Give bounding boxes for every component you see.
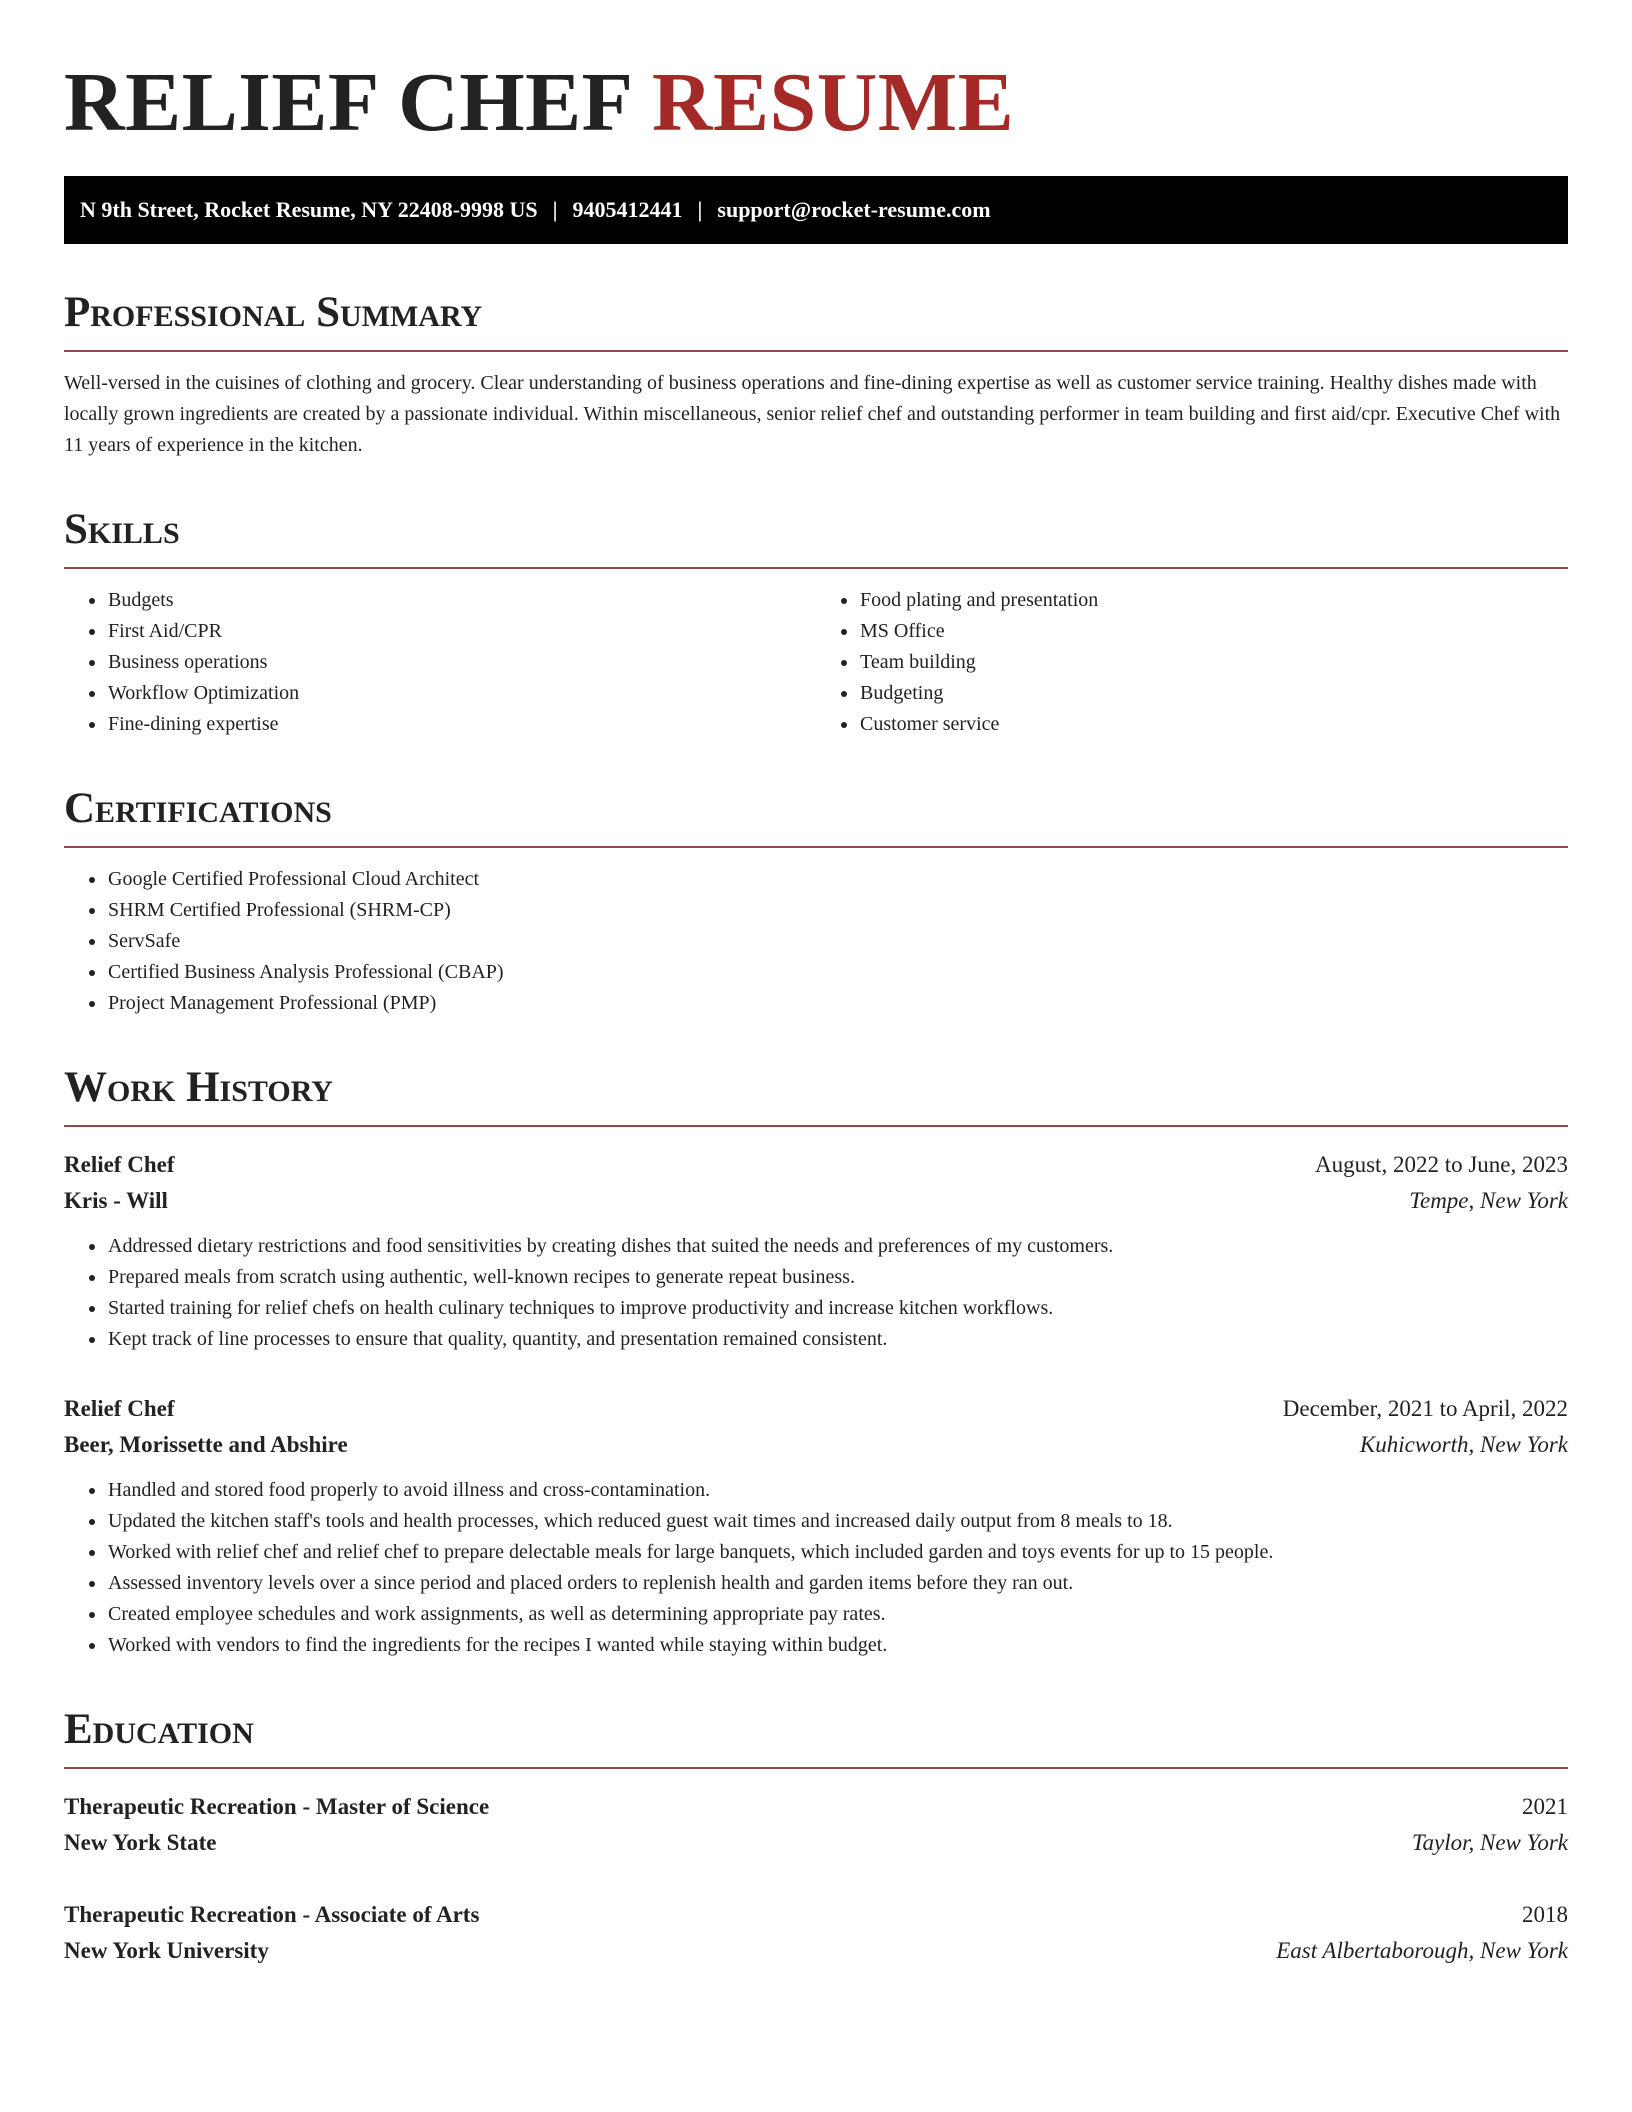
job-company: Beer, Morissette and Abshire	[64, 1432, 348, 1457]
job-duty: • Prepared meals from scratch using authentic, well-known recipes to generate repeat business.	[107, 1262, 1568, 1293]
work-history-heading: Work History	[64, 1064, 333, 1111]
job-header-row	[64, 1391, 1568, 1427]
education-school: New York University	[64, 1938, 269, 1963]
section-divider	[64, 350, 1568, 352]
skills-section	[64, 505, 1568, 740]
job-header-row	[64, 1147, 1568, 1183]
education-year: 2018	[1522, 1902, 1568, 1927]
certifications-list	[64, 864, 1568, 1019]
resume-title	[64, 50, 1568, 156]
contact-address: N 9th Street, Rocket Resume, NY 22408-9998 US	[80, 197, 538, 222]
job-duty: • Created employee schedules and work assignments, as well as determining appropriate pay rates.	[107, 1599, 1568, 1630]
job-dates: August, 2022 to June, 2023	[1315, 1152, 1568, 1177]
skill-item: • Business operations	[107, 647, 816, 678]
education-location: Taylor, New York	[1411, 1830, 1568, 1855]
work-history-section	[64, 1063, 1568, 1661]
job-entry	[64, 1391, 1568, 1661]
education-school-row	[64, 1825, 1568, 1861]
certification-item: • SHRM Certified Professional (SHRM-CP)	[107, 895, 1568, 926]
skill-item: • First Aid/CPR	[107, 616, 816, 647]
job-location: Tempe, New York	[1409, 1188, 1568, 1213]
skill-item: • Workflow Optimization	[107, 678, 816, 709]
job-title: Relief Chef	[64, 1396, 175, 1421]
education-degree: Therapeutic Recreation - Associate of Arts	[64, 1902, 480, 1927]
contact-phone: 9405412441	[572, 197, 683, 222]
job-duty: • Handled and stored food properly to avoid illness and cross-contamination.	[107, 1475, 1568, 1506]
skills-list-left	[64, 585, 816, 740]
contact-separator: |	[697, 197, 703, 222]
summary-section	[64, 288, 1568, 461]
skill-item: • Customer service	[859, 709, 1568, 740]
skill-item: • Budgeting	[859, 678, 1568, 709]
contact-email: support@rocket-resume.com	[717, 197, 991, 222]
job-company: Kris - Will	[64, 1188, 168, 1213]
skill-item: • Budgets	[107, 585, 816, 616]
job-duty: • Worked with vendors to find the ingredients for the recipes I wanted while staying within budget.	[107, 1630, 1568, 1661]
job-entry	[64, 1147, 1568, 1355]
education-heading: Education	[64, 1706, 254, 1753]
certification-item: • Google Certified Professional Cloud Architect	[107, 864, 1568, 895]
contact-bar	[64, 176, 1568, 244]
title-accent: RESUME	[651, 56, 1015, 149]
skill-item: • MS Office	[859, 616, 1568, 647]
section-divider	[64, 846, 1568, 848]
education-entry	[64, 1897, 1568, 1969]
certification-item: • Project Management Professional (PMP)	[107, 988, 1568, 1019]
job-company-row	[64, 1427, 1568, 1463]
job-duty: • Assessed inventory levels over a since period and placed orders to replenish health and garden items before they ran out.	[107, 1568, 1568, 1599]
section-divider	[64, 1125, 1568, 1127]
job-title: Relief Chef	[64, 1152, 175, 1177]
contact-separator: |	[552, 197, 558, 222]
certification-item: • Certified Business Analysis Professional (CBAP)	[107, 957, 1568, 988]
skill-item: • Food plating and presentation	[859, 585, 1568, 616]
section-divider	[64, 1767, 1568, 1769]
skills-grid	[64, 569, 1568, 740]
certification-item: • ServSafe	[107, 926, 1568, 957]
education-section	[64, 1705, 1568, 1969]
job-company-row	[64, 1183, 1568, 1219]
job-location: Kuhicworth, New York	[1359, 1432, 1568, 1457]
job-duty: • Updated the kitchen staff's tools and health processes, which reduced guest wait times and increased daily output from 8 meals to 18.	[107, 1506, 1568, 1537]
title-main: RELIEF CHEF	[64, 56, 631, 149]
job-duty: • Addressed dietary restrictions and food sensitivities by creating dishes that suited the needs and preferences of my customers.	[107, 1231, 1568, 1262]
certifications-heading: Certifications	[64, 785, 332, 832]
job-duty: • Started training for relief chefs on health culinary techniques to improve productivity and increase kitchen workflows.	[107, 1293, 1568, 1324]
job-duty: • Kept track of line processes to ensure that quality, quantity, and presentation remained consistent.	[107, 1324, 1568, 1355]
job-dates: December, 2021 to April, 2022	[1282, 1396, 1568, 1421]
education-header-row	[64, 1789, 1568, 1825]
job-duties-list	[64, 1475, 1568, 1661]
skills-heading: Skills	[64, 506, 180, 553]
skill-item: • Team building	[859, 647, 1568, 678]
resume-page	[64, 50, 1568, 1969]
education-year: 2021	[1522, 1794, 1568, 1819]
education-header-row	[64, 1897, 1568, 1933]
job-duties-list	[64, 1231, 1568, 1355]
education-school: New York State	[64, 1830, 217, 1855]
summary-heading: Professional Summary	[64, 289, 483, 336]
certifications-section	[64, 784, 1568, 1019]
job-duty: • Worked with relief chef and relief chef to prepare delectable meals for large banquets, which included garden and toys events for up to 15 people.	[107, 1537, 1568, 1568]
summary-text: Well-versed in the cuisines of clothing and grocery. Clear understanding of business operations and fine-dining expertise as well as customer service training. Healthy dishes made with locally grown ingredients are created by a passionate individual. Within miscellaneous, senior relief chef and outstanding performer in team building and first aid/cpr. Executive Chef with 11 years of experience in the kitchen.	[64, 372, 1561, 456]
education-degree: Therapeutic Recreation - Master of Science	[64, 1794, 490, 1819]
education-school-row	[64, 1933, 1568, 1969]
skill-item: • Fine-dining expertise	[107, 709, 816, 740]
education-entry	[64, 1789, 1568, 1861]
education-location: East Albertaborough, New York	[1276, 1938, 1568, 1963]
skills-list-right	[816, 585, 1568, 740]
